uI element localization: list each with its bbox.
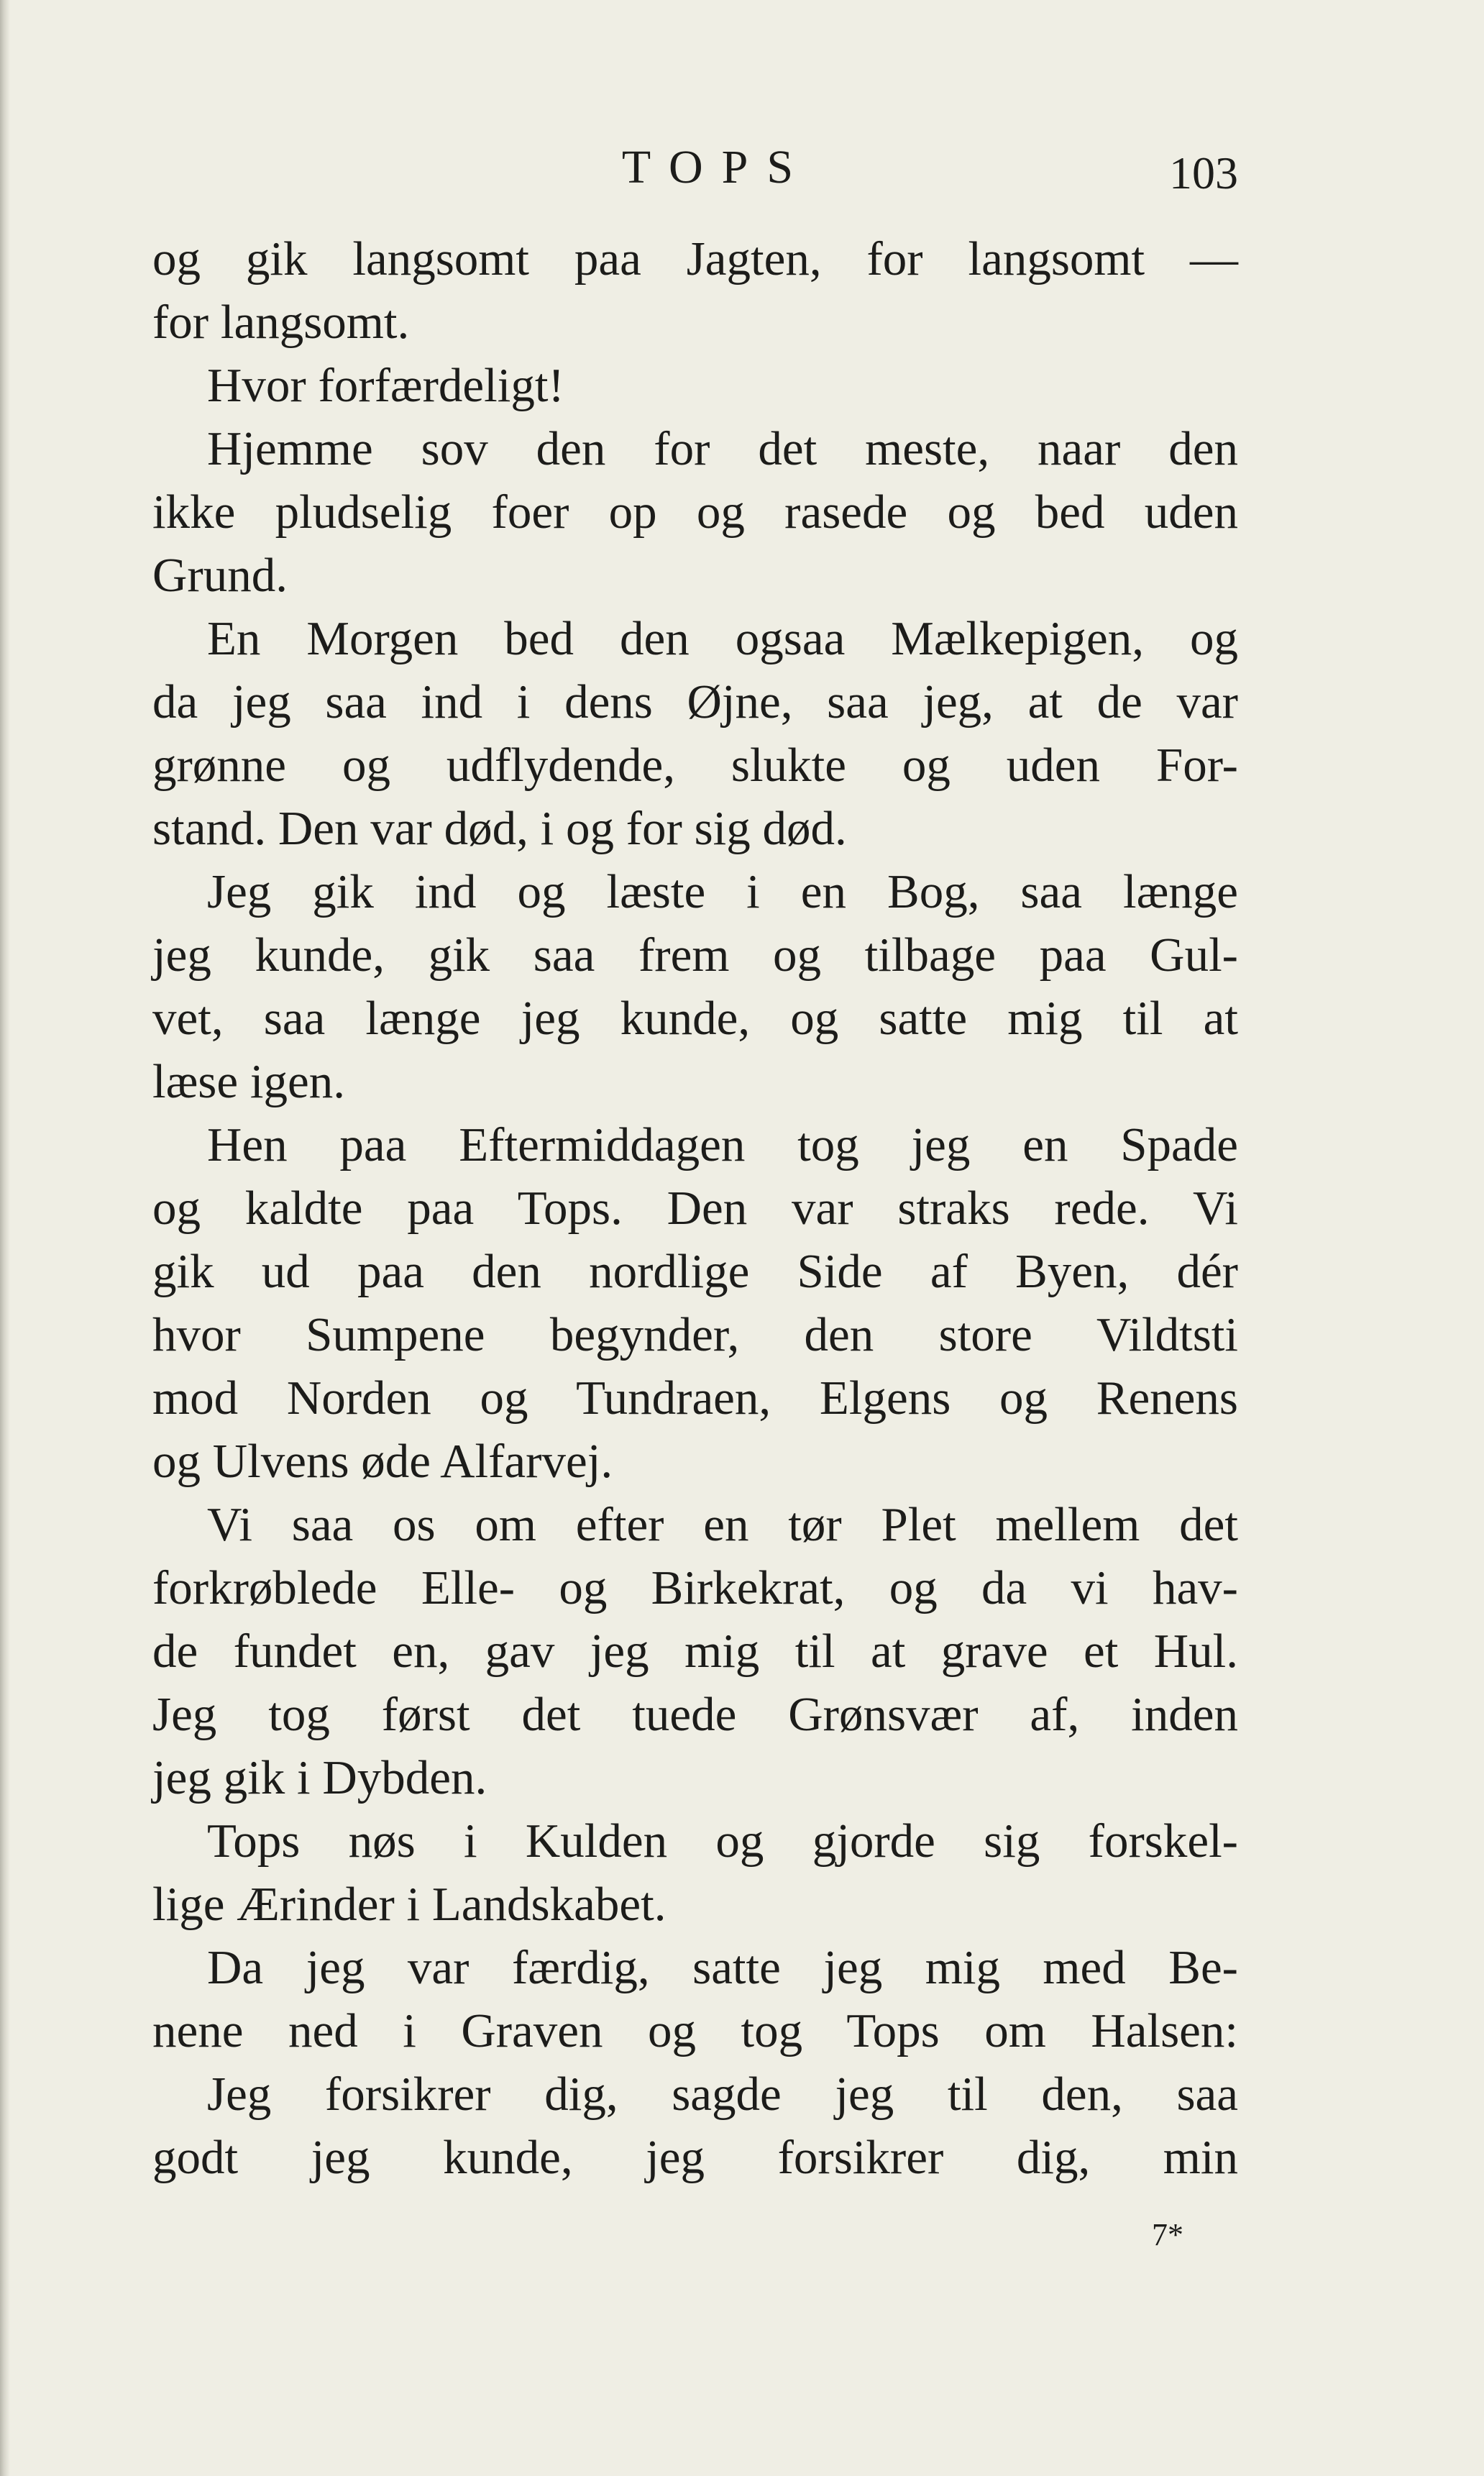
text-line: og Ulvens øde Alfarvej. [152, 1435, 613, 1488]
text-line: godt jeg kunde, jeg forsikrer dig, min [152, 2131, 1238, 2184]
text-line: jeg gik i Dybden. [152, 1751, 487, 1804]
text-line: ikke pludselig foer op og rasede og bed uden [152, 485, 1238, 539]
page-edge-shadow [0, 0, 10, 2476]
text-line: for langsomt. [152, 296, 410, 349]
text-line: og kaldte paa Tops. Den var straks rede. Vi [152, 1182, 1238, 1235]
text-line: Jeg forsikrer dig, sagde jeg til den, saa [207, 2068, 1238, 2121]
body-text [152, 227, 1238, 2189]
text-line: lige Ærinder i Landskabet. [152, 1878, 667, 1931]
text-line: forkrøblede Elle- og Birkekrat, og da vi hav- [152, 1561, 1238, 1614]
text-line: grønne og udflydende, slukte og uden For- [152, 739, 1238, 792]
text-line: stand. Den var død, i og for sig død. [152, 802, 847, 855]
text-line: læse igen. [152, 1055, 345, 1108]
text-line: mod Norden og Tundraen, Elgens og Renens [152, 1371, 1238, 1425]
text-line: hvor Sumpene begynder, den store Vildtsti [152, 1308, 1238, 1361]
signature-mark: 7* [1152, 2217, 1183, 2252]
text-line: de fundet en, gav jeg mig til at grave et Hul. [152, 1625, 1238, 1678]
text-line: nene ned i Graven og tog Tops om Halsen: [152, 2004, 1238, 2057]
text-line: Jeg gik ind og læste i en Bog, saa længe [207, 865, 1238, 918]
text-line: vet, saa længe jeg kunde, og satte mig til at [152, 992, 1238, 1045]
running-head [152, 128, 1238, 207]
text-line: Jeg tog først det tuede Grønsvær af, inden [152, 1688, 1238, 1741]
text-line: Da jeg var færdig, satte jeg mig med Be- [207, 1941, 1238, 1994]
text-line: Vi saa os om efter en tør Plet mellem det [207, 1498, 1238, 1551]
text-line: Grund. [152, 549, 288, 602]
running-title: TOPS [621, 141, 812, 193]
text-line: Hjemme sov den for det meste, naar den [207, 422, 1238, 475]
text-line: Tops nøs i Kulden og gjorde sig forskel- [207, 1814, 1238, 1868]
text-line: da jeg saa ind i dens Øjne, saa jeg, at de var [152, 675, 1238, 728]
text-line: Hvor forfærdeligt! [207, 359, 564, 412]
text-line: Hen paa Eftermiddagen tog jeg en Spade [207, 1118, 1238, 1171]
text-line: og gik langsomt paa Jagten, for langsomt — [152, 232, 1238, 285]
text-line: jeg kunde, gik saa frem og tilbage paa Gul- [152, 928, 1238, 982]
text-line: En Morgen bed den ogsaa Mælkepigen, og [207, 612, 1238, 665]
text-line: gik ud paa den nordlige Side af Byen, dér [152, 1245, 1238, 1298]
page-number: 103 [1169, 147, 1238, 198]
